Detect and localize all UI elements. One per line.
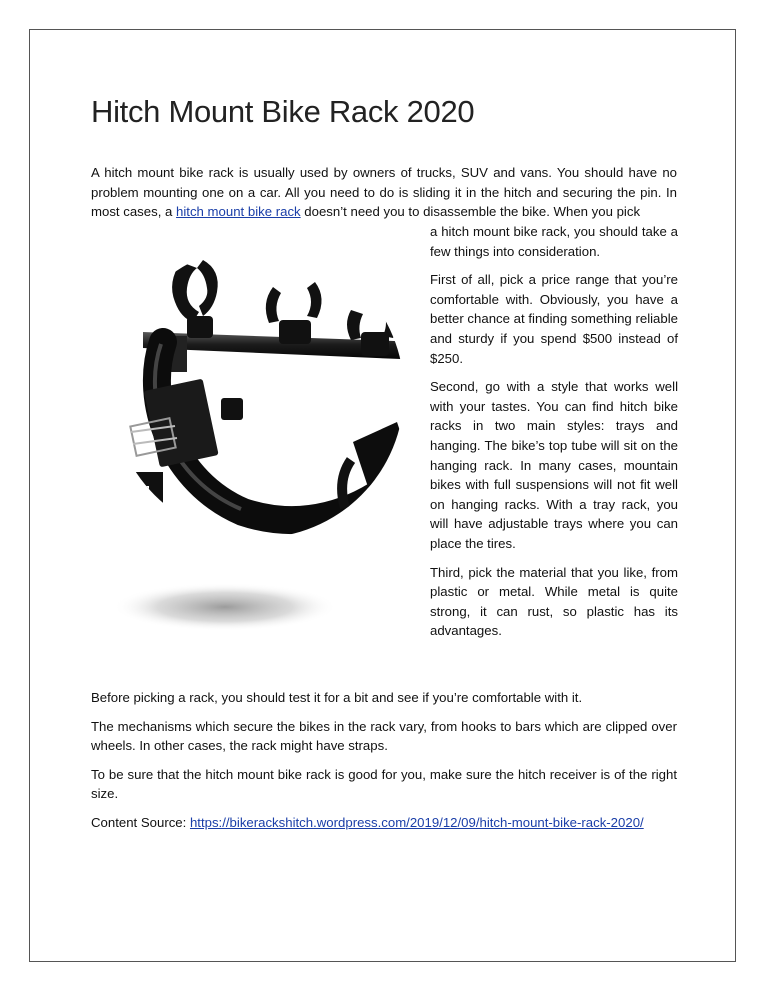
right-paragraph: a hitch mount bike rack, you should take a few things into consideration.	[430, 224, 678, 259]
intro-text-before: A hitch mount bike rack is usually used by owners of trucks, SUV and vans. You should have no problem mounting one on a car. All you need to do is sliding it in the hitch and securing the pin. In most cases, a	[91, 165, 677, 220]
intro-paragraph	[91, 163, 677, 222]
right-column	[430, 222, 678, 650]
page-title: Hitch Mount Bike Rack 2020	[91, 94, 475, 129]
bottom-paragraph: Before picking a rack, you should test it for a bit and see if you’re comfortable with it.	[91, 690, 583, 705]
right-paragraph: First of all, pick a price range that you’re comfortable with. Obviously, you have a better chance at finding something reliable and sturdy if you spend $500 instead of $250.	[430, 272, 678, 366]
right-paragraph: Third, pick the material that you like, from plastic or metal. While metal is quite strong, it can rust, so plastic has its advantages.	[430, 564, 678, 639]
bottom-paragraph: The mechanisms which secure the bikes in the rack vary, from hooks to bars which are clipped over wheels. In other cases, the rack might have straps.	[91, 718, 677, 754]
content-source-label: Content Source:	[91, 814, 190, 830]
right-paragraph: Second, go with a style that works well with your tastes. You can find hitch bike racks in two main styles: trays and hanging. The bike’s top tube will sit on the hanging rack. In many cases, mountain bikes with full suspensions will not fit well on hanging racks. With a tray rack, you will have adjustable trays where you can place the tires.	[430, 379, 678, 551]
bottom-section	[91, 688, 677, 842]
hitch-mount-bike-rack-link[interactable]: hitch mount bike rack	[176, 204, 301, 220]
content-source-link[interactable]: https://bikerackshitch.wordpress.com/2019/12/09/hitch-mount-bike-rack-2020/	[189, 814, 644, 830]
content-source	[91, 813, 677, 833]
bike-rack-image	[103, 232, 413, 642]
bottom-paragraph: To be sure that the hitch mount bike rack is good for you, make sure the hitch receiver is of the right size.	[91, 766, 677, 802]
intro-text-after: doesn’t need you to disassemble the bike. When you pick	[300, 204, 641, 220]
image-shadow	[113, 583, 337, 631]
